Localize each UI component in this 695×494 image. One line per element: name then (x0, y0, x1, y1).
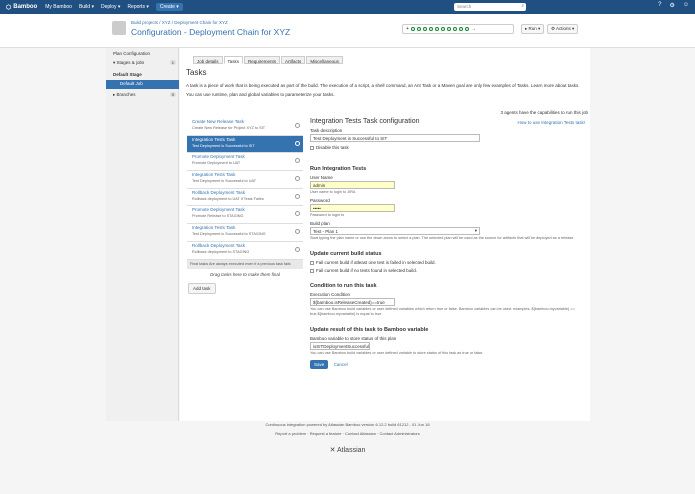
create-button[interactable]: Create ▾ (156, 3, 183, 11)
brand-label: Bamboo (13, 4, 38, 10)
task-desc: Test Deployment is Successful to STAGING (192, 232, 266, 237)
delete-task-icon[interactable] (295, 141, 300, 146)
task-desc: Promote Deployment to UAT (192, 161, 241, 166)
config-title: Integration Tests Task configuration (310, 118, 420, 125)
agents-capabilities[interactable]: 3 agents have the capabilities to run this job (500, 110, 588, 115)
disable-task-row[interactable] (310, 145, 585, 150)
plan-icon (112, 21, 126, 35)
result-label: Bamboo variable to store status of this plan (310, 336, 397, 341)
task-title: Rollback Deployment Task (192, 189, 245, 195)
task-title: Rollback Deployment Task (192, 242, 245, 248)
delete-task-icon[interactable] (295, 158, 300, 163)
task-desc: Create New Release for Project XYZ to SIT (192, 126, 266, 130)
save-button[interactable]: Save (310, 360, 328, 369)
drag-note: Drag tasks here to make them final (210, 271, 280, 277)
breadcrumb[interactable]: Build projects / XYZ / Deployment Chain for XYZ (131, 20, 228, 25)
settings-icon[interactable]: ⚙ (669, 3, 675, 9)
page-title: Configuration - Deployment Chain for XYZ (131, 27, 291, 37)
password-input[interactable]: ••••• (310, 204, 395, 212)
fail1-checkbox[interactable] (310, 261, 314, 265)
fail1-label: Fail current build if atleast one test is failed in selected build. (316, 260, 436, 265)
disable-task-label: Disable this task (316, 145, 349, 150)
task-title: Integration Tests Task (192, 136, 236, 142)
delete-task-icon[interactable] (295, 176, 300, 181)
nav-build[interactable]: Build ▾ (78, 4, 94, 10)
section-heading: Tasks (186, 68, 207, 77)
fail2-row[interactable] (310, 268, 585, 273)
tab-tasks[interactable]: Tasks (224, 56, 244, 64)
actions-button[interactable]: ⚙ Actions ▾ (547, 24, 578, 34)
tab-artifacts[interactable]: Artifacts (281, 56, 305, 64)
status-dot-icon (435, 27, 439, 31)
task-desc: Test Deployment is Successful to SIT (192, 143, 255, 148)
task-list (187, 118, 303, 277)
status-dot-icon (441, 27, 445, 31)
task-item[interactable] (187, 171, 303, 189)
build-plan-select[interactable] (310, 227, 480, 235)
task-item[interactable] (187, 224, 303, 242)
delete-task-icon[interactable] (295, 229, 300, 234)
sidebar-item-branches[interactable]: ▸ Branches 0 (113, 92, 174, 97)
count-badge: 0 (171, 92, 174, 97)
sidebar-item-label: Plan Configuration (113, 51, 151, 56)
status-dot-icon (417, 27, 421, 31)
status-dot-icon (453, 27, 457, 31)
nav-reports[interactable]: Reports ▾ (127, 4, 149, 10)
topnav-icons (658, 2, 689, 9)
task-desc: Rollback deployment to STAGING (192, 249, 250, 254)
user-hint: User name to login to JIRA (310, 190, 356, 194)
sidebar-item-label: Default Job (120, 81, 143, 86)
cancel-link[interactable]: Cancel (333, 362, 348, 367)
task-title: Create New Release Task (192, 119, 244, 124)
search-input[interactable] (454, 3, 526, 11)
delete-task-icon[interactable] (295, 123, 300, 128)
task-title: Integration Tests Task (192, 225, 236, 231)
top-navigation (0, 0, 695, 14)
final-tasks-bar: Final tasks Are always executed even if a previous task fails (187, 260, 303, 269)
count-badge: 1 (171, 60, 174, 65)
status-dot-icon (429, 27, 433, 31)
disable-task-checkbox[interactable] (310, 146, 314, 150)
sidebar-item-plan-configuration[interactable] (106, 50, 179, 59)
result-variable-input[interactable]: isSITDeploymentSuccessful (310, 342, 370, 350)
condition-label: Execution Condition (310, 292, 351, 297)
delete-task-icon[interactable] (295, 211, 300, 216)
arrow-right-icon[interactable]: → (470, 26, 476, 32)
sidebar-item-default-stage[interactable] (106, 71, 179, 80)
help-icon[interactable]: ? (658, 2, 662, 8)
status-dot-icon (411, 27, 415, 31)
page-header (0, 14, 695, 48)
sidebar-item-stages-jobs[interactable]: ▾ Stages & jobs 1 (113, 60, 174, 65)
user-label: User Name (310, 175, 333, 180)
task-item[interactable] (187, 153, 303, 171)
tab-miscellaneous[interactable]: Miscellaneous (306, 56, 343, 64)
task-item[interactable] (187, 242, 303, 260)
expand-icon[interactable]: + (406, 26, 409, 32)
sidebar (106, 48, 179, 421)
sidebar-item-label: Default Stage (113, 72, 142, 77)
task-desc: Rollback deployment to UAT if Tests Failes (192, 196, 264, 201)
build-plan-label: Build plan (310, 221, 330, 226)
footer-powered-by: Continuous integration powered by Atlassian Bamboo version 6.12.2 build 61212 - 01 Jun 18 (265, 422, 430, 427)
config-help-link[interactable]: How to use Integration Tests task! (517, 120, 585, 125)
task-desc: Promote Release to STAGING (192, 214, 244, 219)
password-label: Password (310, 198, 330, 203)
build-plan-hint: Start typing the plan name or use the down arrow to select a plan. The selected plan will be used as the source for artifacts that will be deployed as a release. (310, 236, 575, 240)
job-tabs (193, 56, 344, 64)
tab-requirements[interactable]: Requirements (244, 56, 280, 64)
update-section-heading: Update current build status (310, 251, 382, 257)
sidebar-item-default-job[interactable] (106, 80, 179, 89)
condition-section-heading: Condition to run this task (310, 283, 377, 289)
chevron-down-icon[interactable]: ▾ (474, 228, 477, 233)
task-item[interactable] (187, 189, 303, 207)
tasks-desc-line: You can use runtime, plan and global variables to parameterize your tasks. (186, 92, 335, 97)
task-item[interactable] (187, 206, 303, 224)
search-placeholder: Search (457, 4, 472, 9)
fail1-row[interactable] (310, 260, 585, 265)
delete-task-icon[interactable] (295, 247, 300, 252)
delete-task-icon[interactable] (295, 194, 300, 199)
status-dot-icon (447, 27, 451, 31)
user-name-input[interactable]: admin (310, 181, 395, 189)
status-dot-icon (459, 27, 463, 31)
tasks-description (186, 83, 582, 98)
task-title: Integration Tests Task (192, 172, 236, 178)
nav-deploy[interactable]: Deploy ▾ (100, 4, 121, 10)
fail2-label: Fail current build if no tests found in selected build. (316, 268, 418, 273)
add-task-button[interactable]: Add task (188, 283, 216, 294)
status-dot-icon (423, 27, 427, 31)
atlassian-logo-text: Atlassian (337, 447, 366, 454)
sidebar-item-label: Branches (116, 92, 136, 97)
task-desc-input[interactable]: Test Deployment is Successful to SIT (310, 134, 480, 142)
tab-job-details[interactable]: Job details (193, 56, 223, 64)
condition-hint: You can use Bamboo build variables or user defined variables which return true or false. Bamboo variables can be used. examples: ${bamboo.myvariable} == true,${bamboo.myvariable} is equal to true (310, 307, 575, 316)
condition-input[interactable]: ${bamboo.isReleaseCreated}==true (310, 298, 395, 306)
task-title: Promote Deployment Task (192, 207, 245, 213)
password-hint: Password to login to (310, 213, 345, 217)
sidebar-item-label: Stages & jobs (116, 60, 145, 65)
bamboo-logo[interactable]: ⬡ Bamboo (6, 4, 38, 11)
task-title: Promote Deployment Task (192, 154, 245, 160)
nav-my-bamboo[interactable]: My Bamboo (45, 4, 72, 10)
task-desc-label: Task description (310, 128, 343, 133)
task-item[interactable] (187, 136, 303, 154)
run-button[interactable]: ▸ Run ▾ (521, 24, 544, 34)
result-section-heading: Update result of this task to Bamboo variable (310, 327, 429, 333)
tasks-desc-line: A task is a piece of work that is being executed as part of the build. The execution of a script, a shell command, an Ant Task or a Maven goal are only few examples of Tasks. Learn more about tasks. (186, 83, 580, 88)
page-footer (0, 422, 695, 454)
status-dot-icon (465, 27, 469, 31)
fail2-checkbox[interactable] (310, 269, 314, 273)
result-hint: You can use Bamboo build variables or user defined variable to store status of this task as true or false. (310, 351, 484, 355)
task-item[interactable] (187, 118, 303, 136)
footer-links[interactable]: Report a problem · Request a feature · Contact Atlassian · Contact Administrators (275, 431, 420, 436)
build-plan-value: Test - Plan 1 (313, 229, 339, 234)
atlassian-logo: ✕ Atlassian (329, 447, 366, 454)
task-desc: Test Deployment is Successful to UAT (192, 179, 257, 184)
run-section-heading: Run Integration Tests (310, 166, 367, 172)
task-config-panel (310, 118, 585, 369)
build-status-chain[interactable] (402, 24, 514, 34)
search-icon: ⌕ (521, 3, 524, 8)
user-avatar-icon[interactable]: ☺ (682, 2, 689, 8)
